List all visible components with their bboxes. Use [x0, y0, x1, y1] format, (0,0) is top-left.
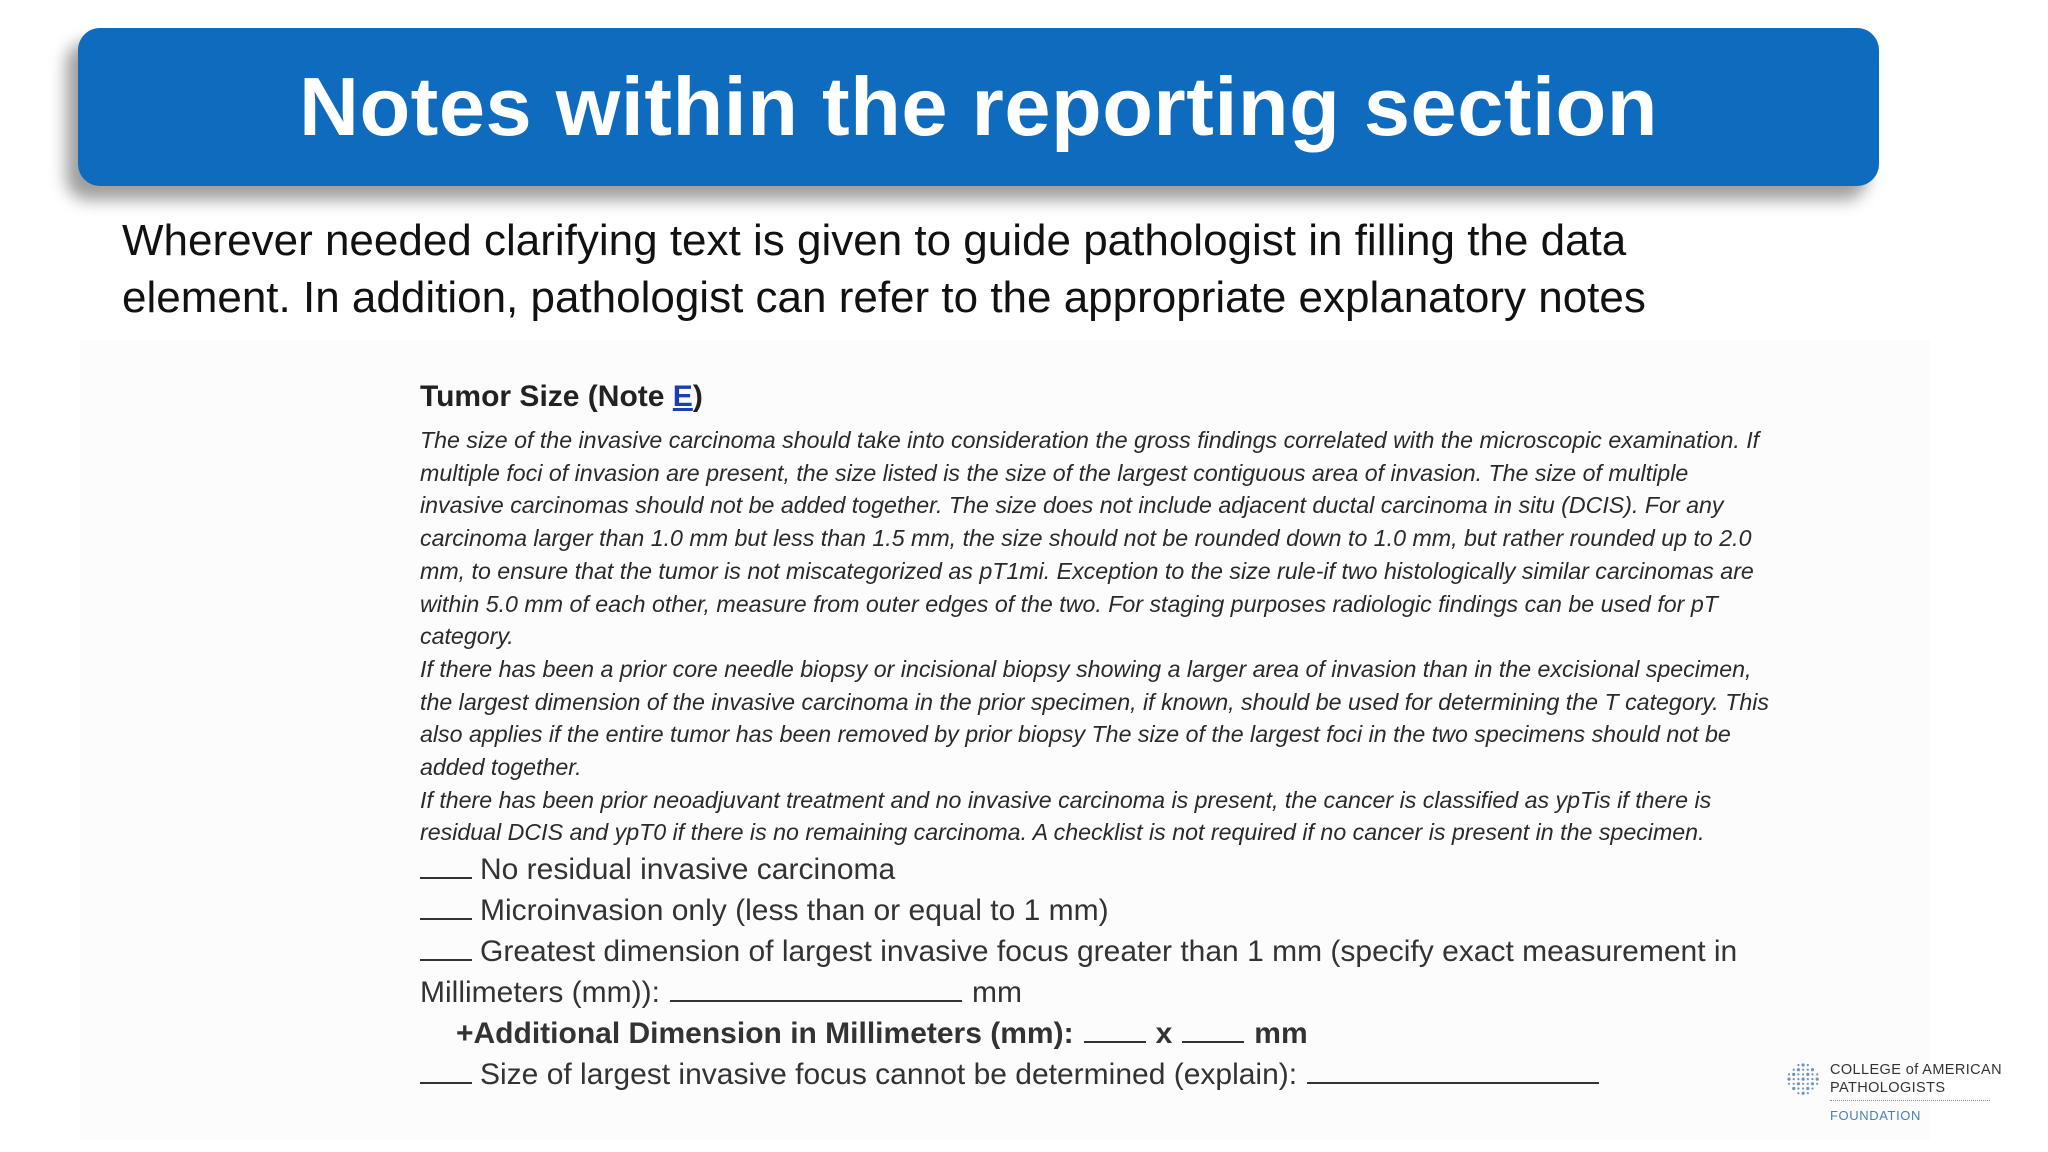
intro-text	[122, 212, 1842, 326]
logo-line-1: COLLEGE of AMERICAN	[1830, 1062, 2002, 1078]
checkbox-blank[interactable]	[420, 1054, 472, 1084]
logo-divider	[1830, 1100, 1990, 1101]
note-paragraph-2: If there has been a prior core needle biopsy or incisional biopsy showing a larger area of invasion than in the excisional specimen, the largest dimension of the invasive carcinoma in the prior specimen, if known, should be used for determining the T category. This also applies if the entire tumor has been removed by prior biopsy The size of the largest foci in the two specimens should not be added together.	[420, 655, 1769, 781]
logo-line-3: FOUNDATION	[1830, 1108, 1921, 1123]
dimension-input-1[interactable]	[1084, 1013, 1146, 1043]
note-e-link[interactable]: E	[672, 380, 693, 413]
option-cannot-determine: Size of largest invasive focus cannot be determined (explain):	[420, 1054, 1960, 1095]
additional-dimension-row: +Additional Dimension in Millimeters (mm): x mm	[420, 1013, 1960, 1054]
cap-logo-mark-icon	[1786, 1062, 1820, 1096]
checkbox-blank[interactable]	[420, 890, 472, 920]
note-paragraph-3: If there has been prior neoadjuvant treatment and no invasive carcinoma is present, the cancer is classified as ypTis if there is residual DCIS and ypT0 if there is no remaining carcinoma. A checklist is not required if no cancer is present in the specimen.	[420, 786, 1712, 846]
intro-line-2: element. In addition, pathologist can refer to the appropriate explanatory notes	[122, 273, 1646, 322]
cap-foundation-logo	[1786, 1060, 2006, 1124]
option-no-residual: No residual invasive carcinoma	[420, 849, 1960, 890]
document-content	[420, 380, 1960, 1095]
millimeters-input-blank[interactable]	[670, 972, 962, 1002]
document-excerpt	[80, 340, 1930, 1140]
explain-input-blank[interactable]	[1307, 1054, 1599, 1084]
checkbox-blank[interactable]	[420, 849, 472, 879]
millimeters-field-row: Millimeters (mm)): mm	[420, 972, 1960, 1013]
note-paragraph-1: The size of the invasive carcinoma should take into consideration the gross findings correlated with the microscopic examination. If multiple foci of invasion are present, the size listed is the size of the largest contiguous area of invasion. The size of multiple invasive carcinomas should not be added together. The size does not include adjacent ductal carcinoma in situ (DCIS). For any carcinoma larger than 1.0 mm but less than 1.5 mm, the size should not be rounded down to 1.0 mm, but rather rounded up to 2.0 mm, to ensure that the tumor is not miscategorized as pT1mi. Exception to the size rule-if two histologically similar carcinomas are within 5.0 mm of each other, measure from outer edges of the two. For staging purposes radiologic findings can be used for pT category.	[420, 427, 1760, 650]
option-greatest-dimension: Greatest dimension of largest invasive focus greater than 1 mm (specify exact measurement in	[420, 931, 1960, 972]
intro-line-1: Wherever needed clarifying text is given to guide pathologist in filling the data	[122, 216, 1627, 265]
dimension-input-2[interactable]	[1182, 1013, 1244, 1043]
section-title: Tumor Size (Note E)	[420, 380, 703, 413]
title-banner	[78, 28, 1879, 186]
option-microinvasion: Microinvasion only (less than or equal to 1 mm)	[420, 890, 1960, 931]
logo-line-2: PATHOLOGISTS	[1830, 1080, 1946, 1096]
slide-title: Notes within the reporting section	[299, 60, 1658, 153]
checkbox-blank[interactable]	[420, 931, 472, 961]
